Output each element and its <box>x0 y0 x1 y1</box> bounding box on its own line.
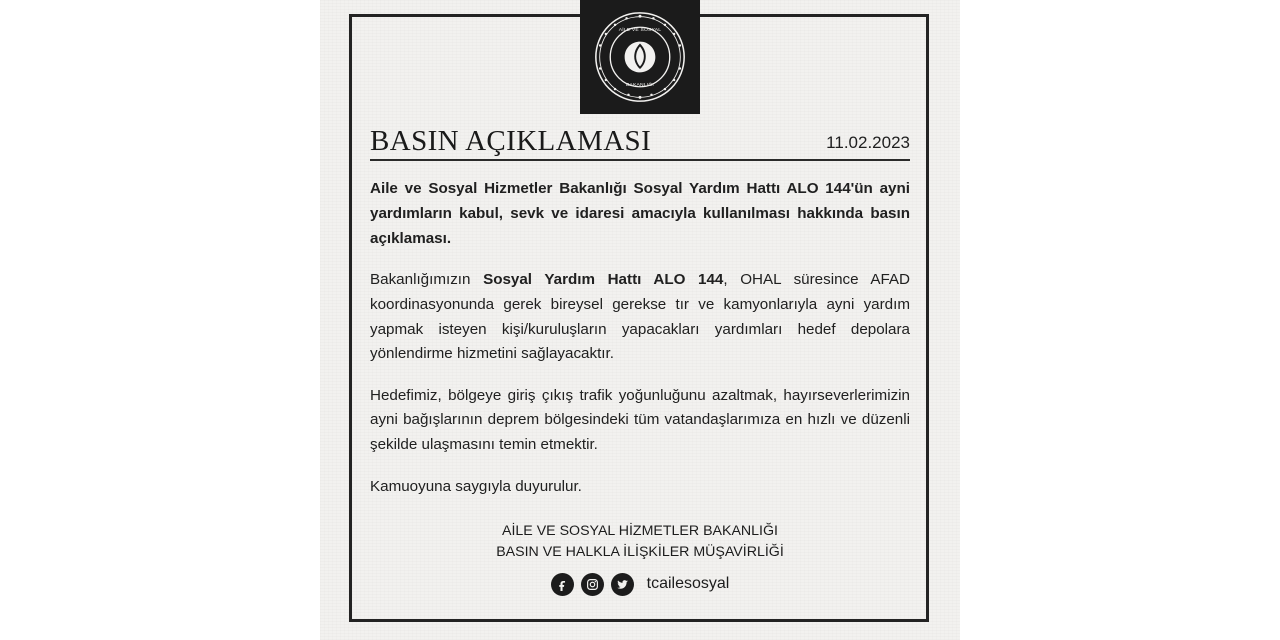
svg-text:BAKANLIĞI: BAKANLIĞI <box>625 81 655 88</box>
paragraph-1-highlight: Sosyal Yardım Hattı ALO 144 <box>483 271 724 289</box>
social-row <box>370 573 910 596</box>
twitter-icon[interactable] <box>611 573 634 596</box>
paragraph-1-before: Bakanlığımızın <box>370 271 484 289</box>
paragraph-3: Kamuoyuna saygıyla duyurulur. <box>370 477 582 495</box>
signature-line-1: AİLE VE SOSYAL HİZMETLER BAKANLIĞI <box>502 523 778 540</box>
ministry-emblem-icon <box>580 0 700 114</box>
facebook-icon[interactable] <box>551 573 574 596</box>
svg-text:AİLE VE SOSYAL: AİLE VE SOSYAL <box>618 27 662 34</box>
publish-date: 11.02.2023 <box>826 133 910 153</box>
instagram-icon[interactable] <box>581 573 604 596</box>
press-release-card <box>320 0 960 640</box>
page-title: BASIN AÇIKLAMASI <box>370 125 652 157</box>
signature-block <box>370 521 910 562</box>
lead-paragraph: Aile ve Sosyal Hizmetler Bakanlığı Sosyal Yardım Hattı ALO 144'ün ayni yardımların kabul, sevk ve idaresi amacıyla kullanılması hakkında basın açıklaması. <box>370 180 910 247</box>
paragraph-2: Hedefimiz, bölgeye giriş çıkış trafik yoğunluğunu azaltmak, hayırseverlerimizin ayni bağışlarının deprem bölgesindeki tüm vatandaşlarımıza en hızlı ve düzenli şekilde ulaşmasını temin etmektir. <box>370 386 910 454</box>
signature-line-2: BASIN VE HALKLA İLİŞKİLER MÜŞAVİRLİĞİ <box>496 543 784 560</box>
press-release-content <box>370 126 910 596</box>
paragraph-1-after: , OHAL süresince AFAD koordinasyonunda gerek bireysel gerekse tır ve kamyonlarıyla ayni yardım yapmak isteyen kişi/kuruluşların yapacakları yardımları hedef depolara yönlendirme hizmetini sağlayacaktır. <box>370 271 910 363</box>
social-handle: tcailesosyal <box>646 575 730 592</box>
paragraph-1 <box>370 268 910 367</box>
title-row <box>370 126 910 161</box>
